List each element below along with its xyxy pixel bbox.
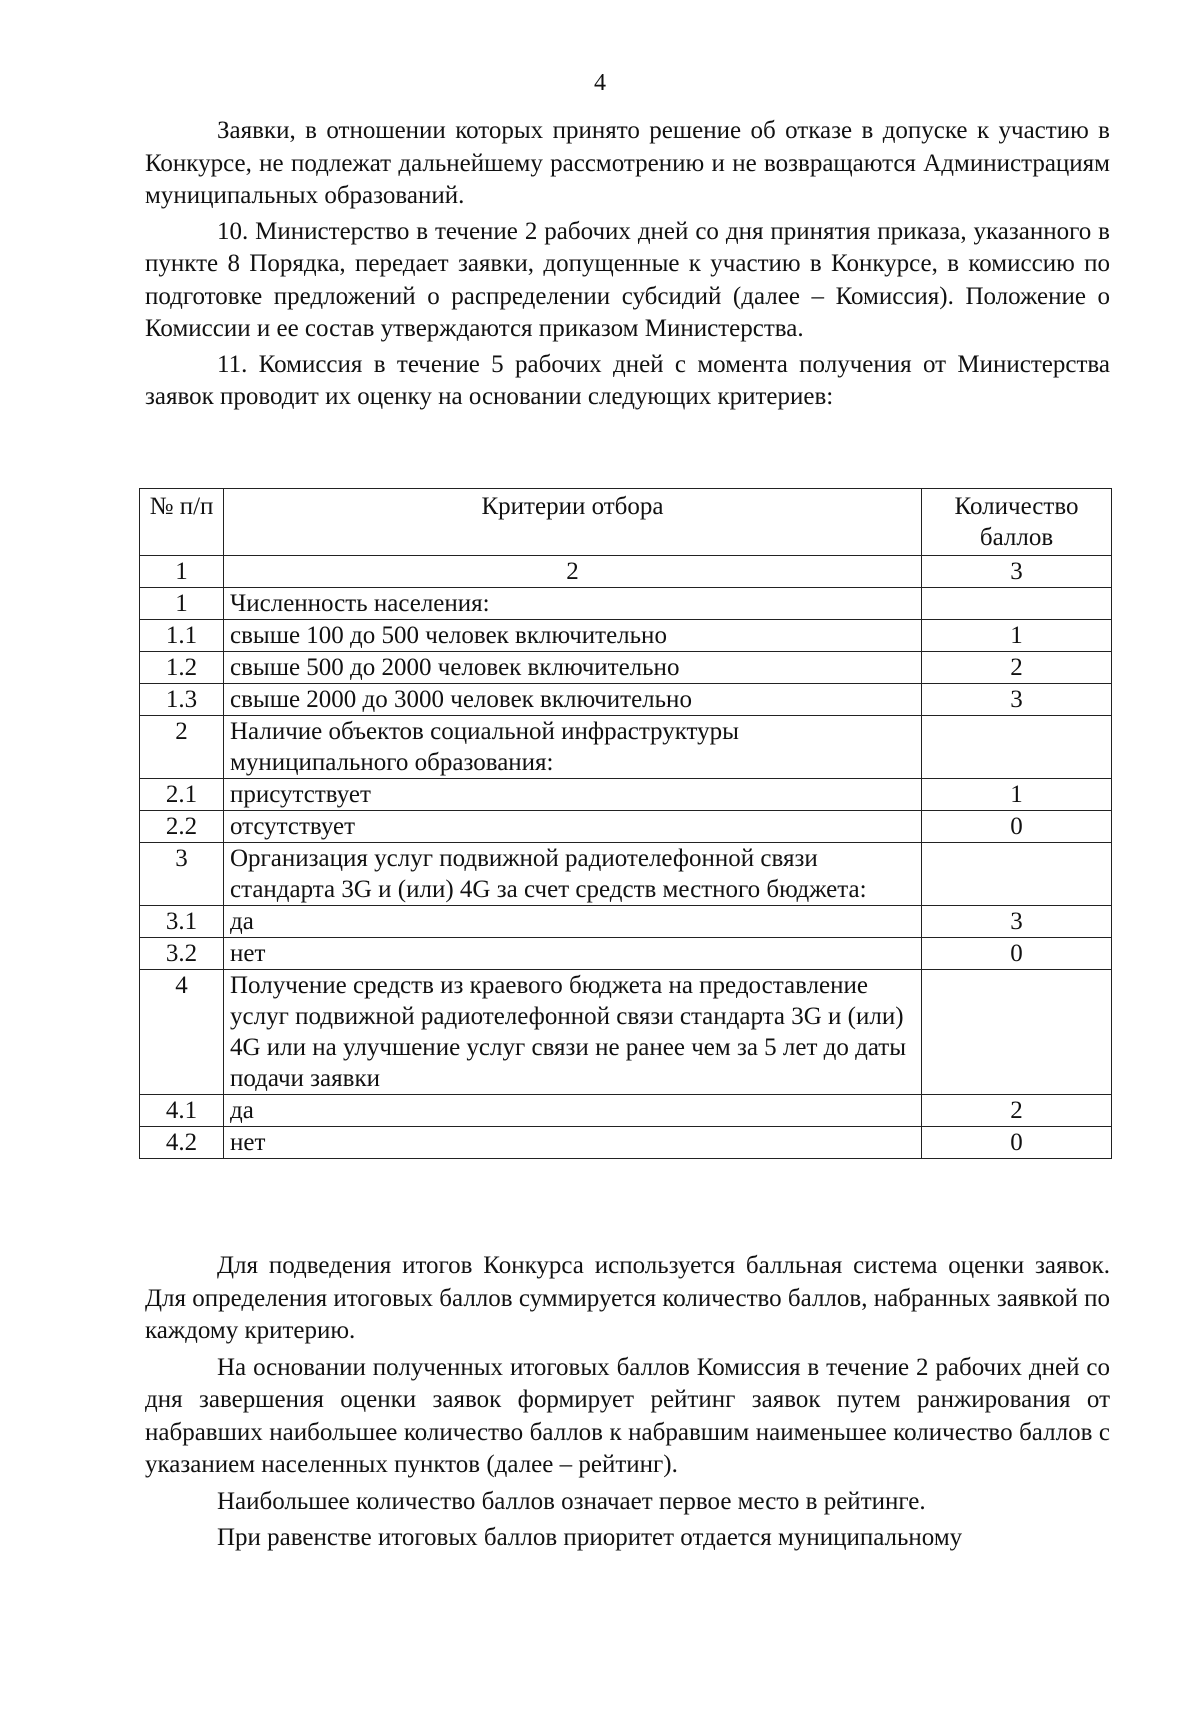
table-row [140, 620, 1112, 652]
table-row [140, 811, 1112, 843]
row-number: 2 [140, 716, 224, 779]
row-points: 1 [922, 779, 1112, 811]
paragraph-scoring-system: Для подведения итогов Конкурса используется балльная система оценки заявок. Для определения итоговых баллов суммируется количество баллов, набранных заявкой по каждому критерию. [145, 1252, 1110, 1344]
table-row [140, 843, 1112, 906]
paragraph-rejected-applications: Заявки, в отношении которых принято решение об отказе в допуске к участию в Конкурсе, не подлежат дальнейшему рассмотрению и не возвращаются Администрациям муниципальных образований. [145, 117, 1110, 209]
row-number: 3 [140, 843, 224, 906]
paragraph-first-place: Наибольшее количество баллов означает первое место в рейтинге. [217, 1487, 926, 1515]
row-criterion: свыше 500 до 2000 человек включительно [224, 652, 922, 684]
row-number: 3.2 [140, 938, 224, 970]
row-criterion: Организация услуг подвижной радиотелефонной связи стандарта 3G и (или) 4G за счет средств местного бюджета: [224, 843, 922, 906]
table-row [140, 684, 1112, 716]
index-cell: 1 [140, 556, 224, 588]
table-row [140, 938, 1112, 970]
table-row [140, 779, 1112, 811]
row-criterion: Получение средств из краевого бюджета на предоставление услуг подвижной радиотелефонной связи стандарта 3G и (или) 4G или на улучшение услуг связи не ранее чем за 5 лет до даты подачи заявки [224, 970, 922, 1095]
table-row [140, 1127, 1112, 1159]
row-points: 2 [922, 1095, 1112, 1127]
header-num: № п/п [140, 489, 224, 556]
table-row [140, 970, 1112, 1095]
row-points: 3 [922, 684, 1112, 716]
table-row [140, 652, 1112, 684]
paragraph-rating: На основании полученных итоговых баллов Комиссия в течение 2 рабочих дней со дня завершения оценки заявок формирует рейтинг заявок путем ранжирования от набравших наибольшее количество баллов к набравшим наименьшее количество баллов с указанием населенных пунктов (далее – рейтинг). [145, 1353, 1110, 1478]
row-points [922, 970, 1112, 1095]
row-criterion: отсутствует [224, 811, 922, 843]
row-number: 4 [140, 970, 224, 1095]
row-number: 2.2 [140, 811, 224, 843]
table-row [140, 1095, 1112, 1127]
row-points: 3 [922, 906, 1112, 938]
row-points [922, 716, 1112, 779]
row-number: 4.2 [140, 1127, 224, 1159]
index-cell: 3 [922, 556, 1112, 588]
row-points: 0 [922, 811, 1112, 843]
paragraph-10: 10. Министерство в течение 2 рабочих дней со дня принятия приказа, указанного в пункте 8 Порядка, передает заявки, допущенные к участию в Конкурсе, в комиссию по подготовке предложений о распределении субсидий (далее – Комиссия). Положение о Комиссии и ее состав утверждаются приказом Министерства. [145, 217, 1110, 342]
page-number: 4 [594, 70, 606, 96]
row-criterion: свыше 2000 до 3000 человек включительно [224, 684, 922, 716]
row-points [922, 588, 1112, 620]
row-criterion: нет [224, 1127, 922, 1159]
row-criterion: присутствует [224, 779, 922, 811]
table-index-row [140, 556, 1112, 588]
index-cell: 2 [224, 556, 922, 588]
paragraph-tie-priority: При равенстве итоговых баллов приоритет отдается муниципальному [217, 1524, 963, 1551]
row-criterion: да [224, 1095, 922, 1127]
row-criterion: свыше 100 до 500 человек включительно [224, 620, 922, 652]
closing-text [145, 1250, 1110, 1559]
criteria-table [139, 488, 1112, 1159]
row-criterion: да [224, 906, 922, 938]
table-row [140, 588, 1112, 620]
header-points: Количество баллов [922, 489, 1112, 556]
row-points: 0 [922, 938, 1112, 970]
table-row [140, 716, 1112, 779]
row-criterion: нет [224, 938, 922, 970]
row-points [922, 843, 1112, 906]
row-criterion: Численность населения: [224, 588, 922, 620]
row-number: 4.1 [140, 1095, 224, 1127]
row-number: 1.1 [140, 620, 224, 652]
row-points: 0 [922, 1127, 1112, 1159]
row-criterion: Наличие объектов социальной инфраструктуры муниципального образования: [224, 716, 922, 779]
row-points: 2 [922, 652, 1112, 684]
row-number: 3.1 [140, 906, 224, 938]
intro-text [145, 115, 1110, 414]
row-number: 1.2 [140, 652, 224, 684]
row-number: 2.1 [140, 779, 224, 811]
table-row [140, 906, 1112, 938]
paragraph-11: 11. Комиссия в течение 5 рабочих дней с момента получения от Министерства заявок проводит их оценку на основании следующих критериев: [145, 350, 1110, 410]
row-number: 1 [140, 588, 224, 620]
row-number: 1.3 [140, 684, 224, 716]
table-header-row [140, 489, 1112, 556]
row-points: 1 [922, 620, 1112, 652]
header-criteria: Критерии отбора [224, 489, 922, 556]
